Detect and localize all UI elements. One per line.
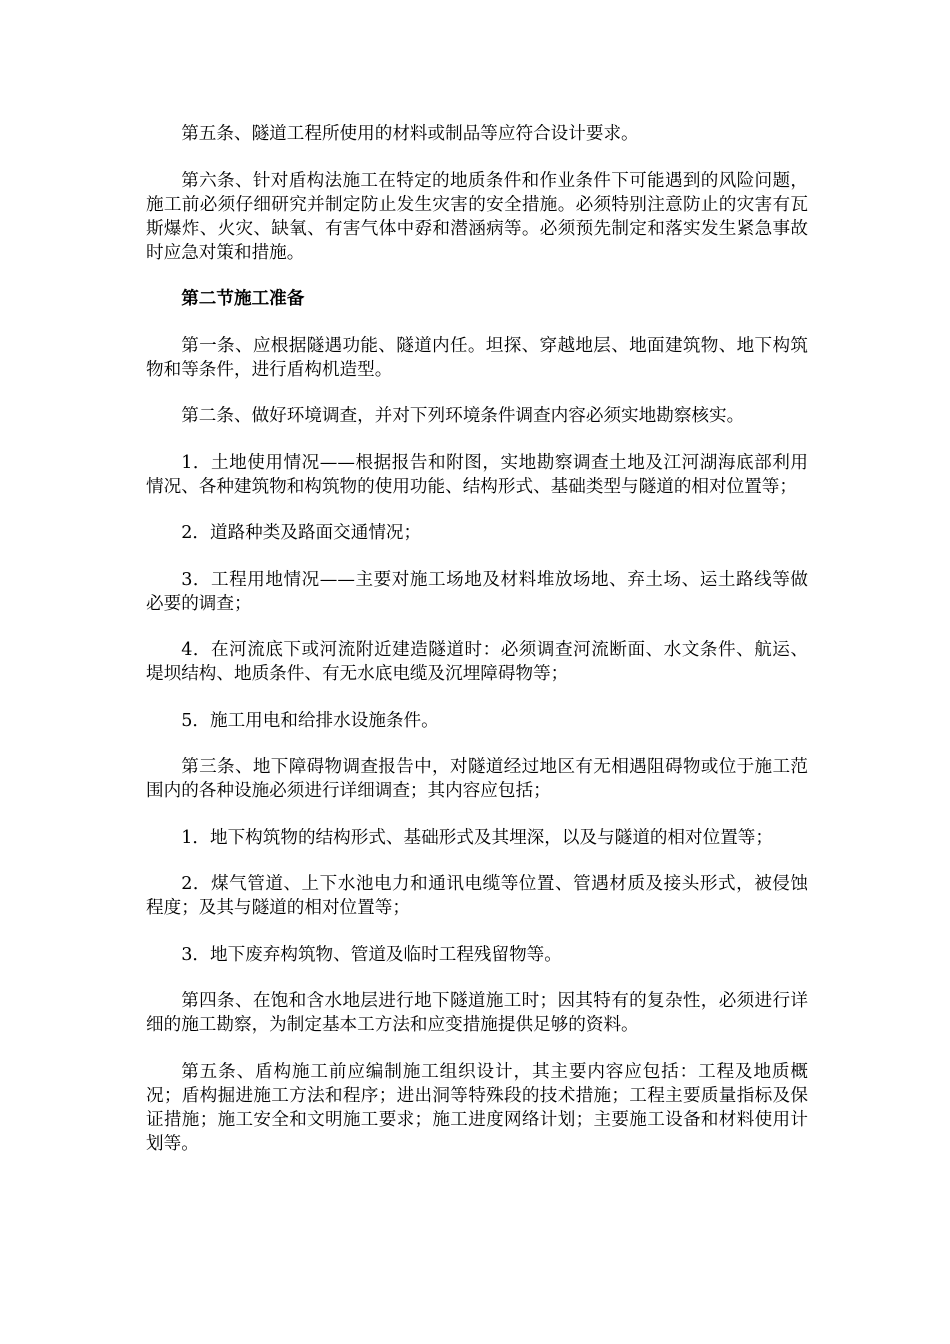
paragraph-article-5-materials: 第五条、隧道工程所使用的材料或制品等应符合设计要求。 <box>181 124 639 144</box>
paragraph-article-5-design: 第五条、盾构施工前应编制施工组织设计，其主要内容应包括：工程及地质概况；盾构掘进施工方法和程序；进出洞等特殊段的技术措施；工程主要质量指标及保证措施；施工安全和文明施工要求；施工进度网络计划；主要施工设备和材料使用计划等。 <box>146 1061 808 1154</box>
list-item-site-land: 3．工程用地情况——主要对施工场地及材料堆放场地、弃土场、运土路线等做必要的调查； <box>146 569 808 614</box>
section-heading: 第二节施工准备 <box>181 289 305 309</box>
paragraph-article-6-safety: 第六条、针对盾构法施工在特定的地质条件和作业条件下可能遇到的风险问题，施工前必须仔细研究并制定防止发生灾害的安全措施。必须特别注意防止的灾害有瓦斯爆炸、火灾、缺氧、有害气体中孬和潜涵病等。必须预先制定和落实发生紧急事故时应急对策和措施。 <box>146 170 808 263</box>
list-item-roads: 2．道路种类及路面交通情况； <box>181 523 422 543</box>
list-item-land-use: 1．土地使用情况——根据报告和附图，实地勘察调查土地及江河湖海底部利用情况、各种建筑物和构筑物的使用功能、结构形式、基础类型与隧道的相对位置等； <box>146 452 808 497</box>
list-item-pipelines: 2．煤气管道、上下水池电力和通讯电缆等位置、管遇材质及接头形式，被侵蚀程度；及其与隧道的相对位置等； <box>146 874 808 918</box>
paragraph-article-4-saturated: 第四条、在饱和含水地层进行地下隧道施工时；因其特有的复杂性，必须进行详细的施工勘察，为制定基本工方法和应变措施提供足够的资料。 <box>146 991 808 1035</box>
paragraph-article-3-obstacles: 第三条、地下障碍物调查报告中，对隧道经过地区有无相遇阻碍物或位于施工范围内的各种设施必须进行详细调查；其内容应包括； <box>146 757 808 801</box>
list-item-structures: 1．地下构筑物的结构形式、基础形式及其埋深，以及与隧道的相对位置等； <box>181 827 773 848</box>
paragraph-article-2-survey: 第二条、做好环境调查，并对下列环境条件调查内容必须实地勘察核实。 <box>181 406 745 426</box>
document-body <box>146 122 808 1178</box>
list-item-utilities: 5．施工用电和给排水设施条件。 <box>181 710 439 731</box>
list-item-river: 4．在河流底下或河流附近建造隧道时：必须调查河流断面、水文条件、航运、堤坝结构、地质条件、有无水底电缆及沉埋障碍物等； <box>146 640 808 684</box>
paragraph-article-1-selection: 第一条、应根据隧遇功能、隧道内任。坦探、穿越地层、地面建筑物、地下构筑物和等条件，进行盾构机造型。 <box>146 335 808 380</box>
list-item-abandoned: 3．地下废弃构筑物、管道及临时工程残留物等。 <box>181 944 562 965</box>
